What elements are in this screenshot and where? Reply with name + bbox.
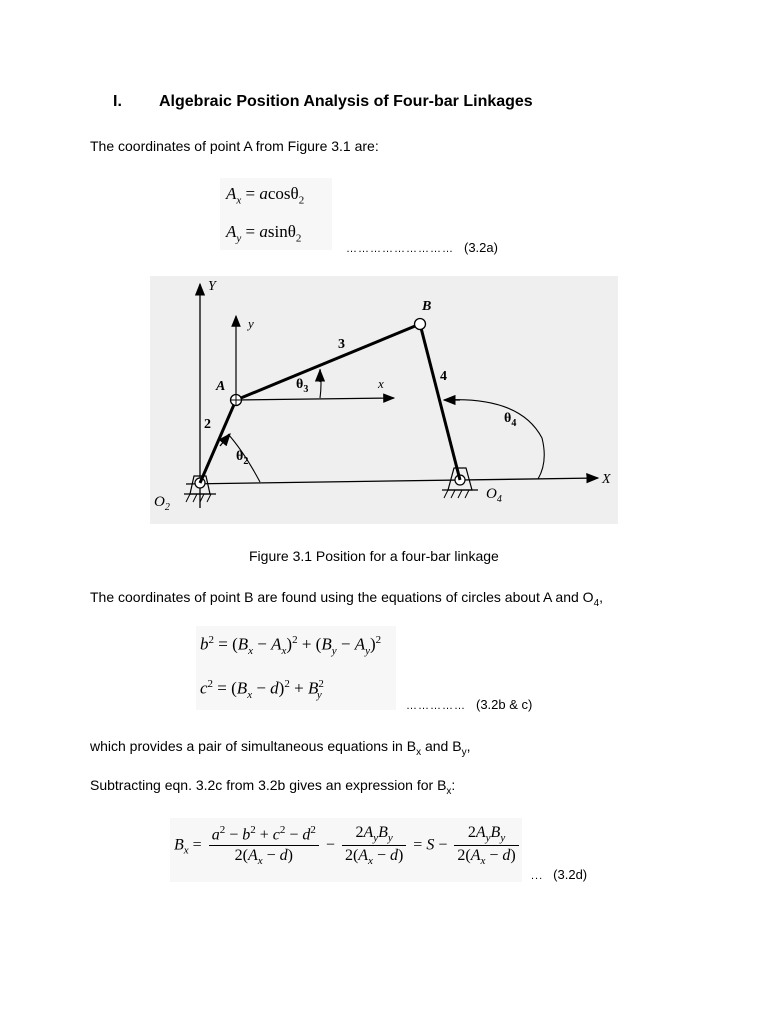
link-2-label: 2 (204, 417, 211, 432)
equation-leader-dots: ……………………… (346, 243, 454, 255)
equation-3-2bc-label (406, 697, 532, 712)
linkage-diagram (150, 276, 618, 524)
equation-b-squared: $b^2 = (B_x - A_x)^2 + (B_y - A_y)^2$ (200, 634, 382, 658)
equation-3-2a-block (220, 178, 332, 250)
theta4-label: $\theta_4$ (504, 411, 517, 429)
link-4 (420, 324, 460, 480)
theta2-label: $\theta_2$ (236, 449, 249, 467)
equation-number: (3.2a) (464, 240, 498, 255)
global-y-label: Y (208, 279, 216, 294)
link-3 (236, 324, 420, 400)
local-x-axis (236, 398, 394, 400)
section-title: Algebraic Position Analysis of Four-bar Linkages (159, 93, 533, 110)
theta3-label: $\theta_3$ (296, 377, 309, 395)
equation-ay: $A_y = asin\theta_2$ (226, 222, 302, 245)
paragraph-simultaneous: which provides a pair of simultaneous equations in $B_x$ and $B_y$, (90, 738, 471, 758)
equation-3-2a-label (346, 240, 498, 255)
theta4-arc (444, 400, 544, 479)
four-bar-linkage-figure (150, 276, 618, 524)
figure-caption: Figure 3.1 Position for a four-bar linkage (249, 548, 499, 564)
link-3-label: 3 (338, 337, 345, 352)
point-b-label: B (422, 299, 432, 314)
local-x-label: x (378, 376, 384, 391)
joint-a (230, 394, 242, 406)
equation-3-2d-block (170, 818, 522, 882)
paragraph-point-b: The coordinates of point B are found using the equations of circles about A and $O_4$, (90, 589, 604, 609)
global-x-label: X (602, 472, 611, 487)
equation-leader-dots: ... (531, 870, 544, 882)
o4-label: $O_4$ (486, 486, 502, 505)
section-number: I. (113, 93, 122, 110)
equation-3-2bc-block (196, 626, 396, 710)
local-y-label: y (248, 316, 254, 331)
equation-leader-dots: …………… (406, 700, 466, 712)
global-x-axis (186, 478, 598, 484)
point-a-label: A (216, 379, 226, 394)
equation-3-2d-label (531, 867, 587, 882)
equation-number: (3.2d) (553, 867, 588, 882)
paragraph-subtracting: Subtracting eqn. 3.2c from 3.2b gives an expression for $B_x$: (90, 777, 456, 797)
joint-b (415, 319, 426, 330)
ground-pivot-o4 (442, 468, 478, 498)
o2-label: $O_2$ (154, 494, 170, 513)
link-2 (200, 400, 236, 483)
link-4-label: 4 (440, 369, 447, 384)
section-heading (113, 93, 533, 111)
equation-number: (3.2b & c) (476, 697, 533, 712)
paragraph-intro: The coordinates of point A from Figure 3.1 are: (90, 138, 379, 154)
equation-ax: $A_x = acos\theta_2$ (226, 184, 305, 207)
equation-bx: $B_x$ = $\frac{a^2 - b^2 + c^2 - d^2}{2(A_x - d)}$ − $\frac{2A_yB_y}{2(A_x - d)}$ = S − $\frac{2A_yB_y}{2(A_x - d)}$ (174, 824, 522, 868)
equation-c-squared: $c^2 = (B_x - d)^2 + B^2_y$ (200, 678, 324, 702)
